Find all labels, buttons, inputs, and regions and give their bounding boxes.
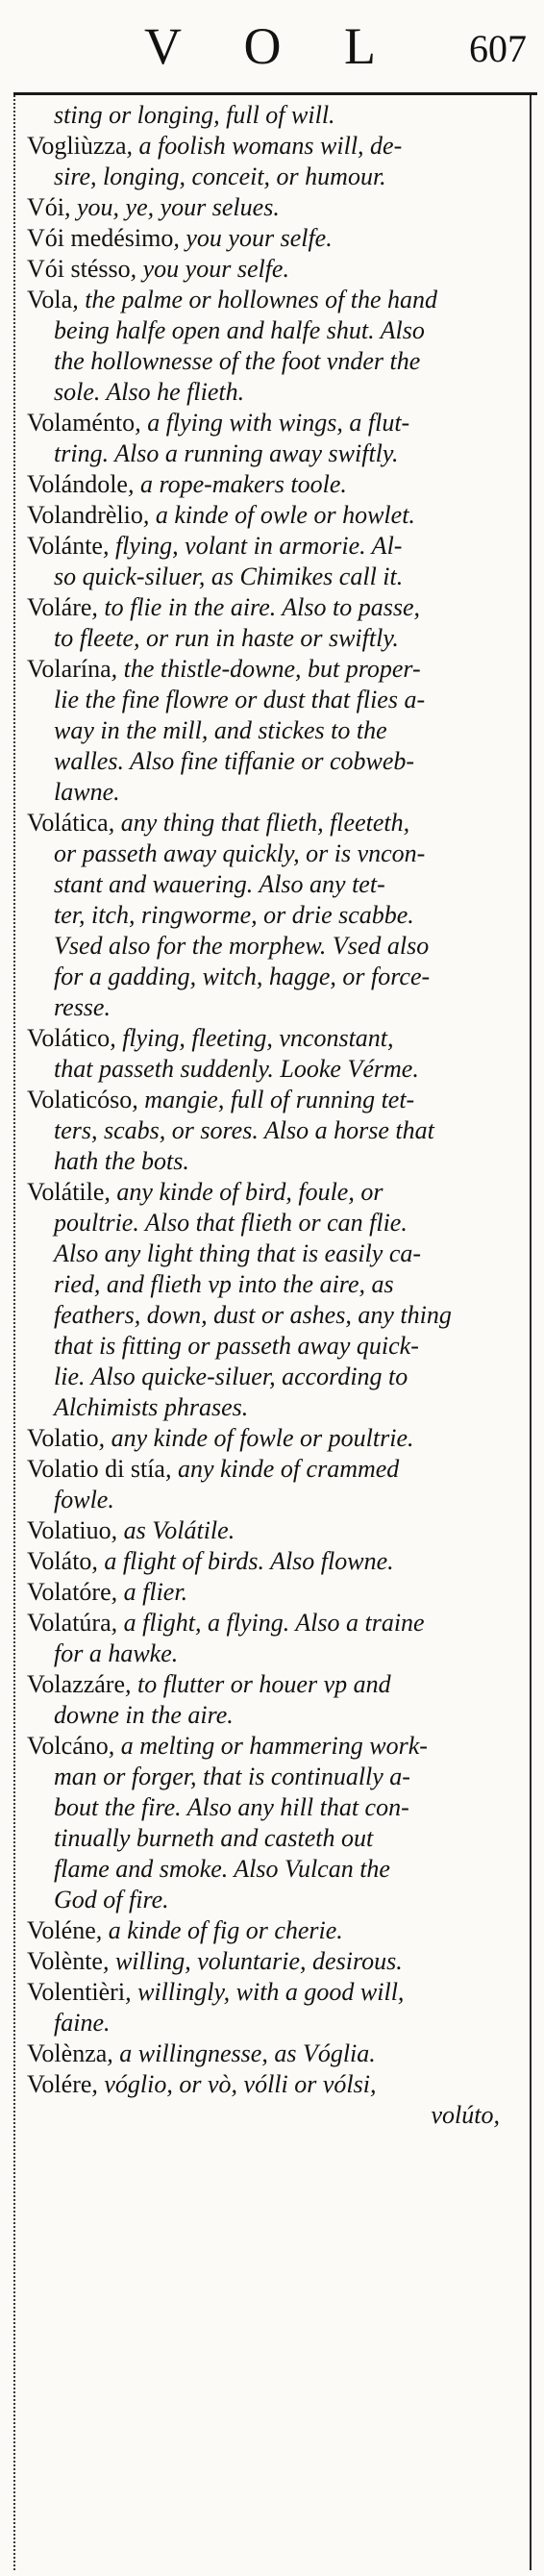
entry-line [27,162,527,192]
dictionary-entry [27,500,527,531]
entry-line [27,1762,527,1792]
entry-line [27,192,527,223]
entry-line [27,1331,527,1362]
entry-line [27,315,527,346]
definition-text: , to flutter or houer vp and [125,1670,391,1698]
headword: Volazzáre [27,1670,126,1698]
continuation-text: volúto, [431,2101,500,2129]
entry-line [27,377,527,408]
headword: Volatúra [27,1609,111,1637]
definition-text: , willingly, with a good will, [125,1978,405,2006]
headword: Vói stésso [27,255,131,283]
continuation-text: tring. Also a running away swiftly. [54,439,399,467]
entry-line [27,715,527,746]
entry-line [27,1300,527,1331]
definition-text: , you, ye, your selues. [64,193,280,221]
entry-line [27,1115,527,1146]
continuation-text: hath the bots. [54,1147,189,1175]
dictionary-entry [27,2069,527,2131]
entry-line [27,1054,527,1085]
continuation-text: Vsed also for the morphew. Vsed also [54,932,430,960]
header-rule [13,92,537,95]
definition-text: , you your selfe. [130,255,289,283]
continuation-text: ried, and flieth vp into the aire, as [54,1270,394,1298]
dictionary-entry [27,1177,527,1423]
entry-line [27,1577,527,1608]
definition-text: , a willingnesse, as Vóglia. [107,2039,376,2067]
entry-line [27,1269,527,1300]
entry-line [27,654,527,685]
continuation-text: Alchimists phrases. [54,1393,249,1421]
headword: Voláto [27,1547,92,1575]
entry-line [27,1915,527,1946]
headword: Volática [27,809,109,837]
definition-text: , a melting or hammering work- [108,1732,428,1760]
headword: Volatiuo [27,1516,111,1544]
definition-text: , any kinde of bird, foule, or [104,1178,383,1206]
entry-line [27,808,527,838]
continuation-text: that passeth suddenly. Looke Vérme. [54,1055,419,1083]
definition-text: , any kinde of fowle or poultrie. [98,1424,414,1452]
continuation-text: poultrie. Also that flieth or can flie. [54,1209,408,1237]
entry-line [27,531,527,562]
definition-text: , flying, volant in armorie. Al- [102,532,403,560]
entry-line [27,1362,527,1392]
definition-text: , the palme or hollownes of the hand [72,286,438,313]
headword: Voláre [27,593,92,621]
dictionary-entry [27,1454,527,1515]
headword: Volátile [27,1178,105,1206]
entry-line [27,777,527,808]
dictionary-entry [27,1085,527,1177]
definition-text: , a foolish womans will, de- [126,132,403,160]
entry-line [27,746,527,777]
definition-text: , a kinde of fig or cherie. [95,1916,343,1944]
entry-line [27,1608,527,1638]
entry-line [27,685,527,715]
definition-text: , a flying with wings, a flut- [135,409,410,437]
entry-line [27,992,527,1023]
entry-line [27,931,527,962]
entry-line [27,1546,527,1577]
continuation-text: stant and wauering. Also any tet- [54,870,385,898]
entry-line [27,408,527,438]
definition-text: , vóglio, or vò, vólli or vólsi, [91,2070,377,2098]
continuation-text: being halfe open and halfe shut. Also [54,316,425,344]
headword: Volánte [27,532,103,560]
entry-line [27,1454,527,1485]
continuation-text: the hollownesse of the foot vnder the [54,347,421,375]
entry-line [27,438,527,469]
entry-line [27,223,527,254]
entry-line [27,623,527,654]
headword: Volentièri [27,1978,126,2006]
headword: Voléne [27,1916,96,1944]
headword: Volatio di stía [27,1455,165,1483]
entry-line [27,1208,527,1238]
entry-line [27,131,527,162]
continuation-text: walles. Also fine tiffanie or cobweb- [54,747,415,775]
entry-line [27,1885,527,1915]
continuation-text: way in the mill, and stickes to the [54,716,387,744]
headword: Volatóre [27,1578,111,1606]
definition-text: , any kinde of crammed [164,1455,400,1483]
headword: Volandrèlio [27,501,143,529]
dictionary-entry [27,100,527,131]
entry-line [27,1823,527,1854]
dictionary-entry [27,1977,527,2038]
continuation-text: feathers, down, dust or ashes, any thing [54,1301,452,1329]
entry-line [27,500,527,531]
dictionary-entry [27,654,527,808]
headword: Vola [27,286,73,313]
continuation-text: tinually burneth and casteth out [54,1824,374,1852]
definition-text: , as Volátile. [111,1516,235,1544]
definition-text: , willing, voluntarie, desirous. [102,1947,403,1975]
entry-line [27,2038,527,2069]
continuation-text: for a hawke. [54,1639,179,1667]
entry-line [27,1515,527,1546]
entry-line [27,254,527,285]
definition-text: , flying, fleeting, vnconstant, [110,1024,394,1052]
dictionary-entry [27,285,527,408]
continuation-text: flame and smoke. Also Vulcan the [54,1855,390,1883]
continuation-text: to fleete, or run in haste or swiftly. [54,624,399,652]
entry-line [27,285,527,315]
entry-line [27,1177,527,1208]
entry-line [27,1085,527,1115]
entry-line [27,469,527,500]
entry-line [27,1423,527,1454]
definition-text: , to flie in the aire. Also to passe, [91,593,420,621]
entry-line [27,869,527,900]
entry-line [27,562,527,592]
entry-line [27,1977,527,2008]
page-number: 607 [469,27,527,70]
running-head: V O L [144,17,402,75]
continuation-text: or passeth away quickly, or is vncon- [54,839,426,867]
dictionary-entry [27,1608,527,1669]
entry-line [27,100,527,131]
headword: Volándole [27,470,128,498]
continuation-text: that is fitting or passeth away quick- [54,1332,419,1360]
headword: Volènza [27,2039,108,2067]
left-column-rule [13,95,17,2570]
dictionary-entry [27,531,527,592]
entry-line [27,1854,527,1885]
dictionary-entry [27,1731,527,1915]
entry-line [27,1238,527,1269]
headword: Volaticóso [27,1086,133,1113]
headword: Volcáno [27,1732,109,1760]
entry-line [27,900,527,931]
entry-line [27,1792,527,1823]
dictionary-entry [27,1577,527,1608]
dictionary-entry [27,592,527,654]
entry-line [27,1485,527,1515]
dictionary-entry [27,408,527,469]
continuation-text: lie. Also quicke-siluer, according to [54,1363,408,1390]
continuation-text: downe in the aire. [54,1701,234,1729]
dictionary-entry [27,192,527,223]
entry-line [27,346,527,377]
continuation-text: lawne. [54,778,120,806]
definition-text: , mangie, full of running tet- [132,1086,415,1113]
headword: Vogliùzza [27,132,127,160]
dictionary-entry [27,808,527,1023]
continuation-text: bout the fire. Also any hill that con- [54,1793,409,1821]
definition-text: , any thing that flieth, fleeteth, [108,809,410,837]
continuation-text: Also any light thing that is easily ca- [54,1239,422,1267]
continuation-text: faine. [54,2009,111,2037]
dictionary-column [27,100,527,2131]
entry-line [27,1392,527,1423]
entry-line [27,2008,527,2038]
continuation-text: man or forger, that is continually a- [54,1763,410,1790]
entry-line [27,1023,527,1054]
entry-line [27,1731,527,1762]
definition-text: , you your selfe. [173,224,333,252]
continuation-text: so quick-siluer, as Chimikes call it. [54,563,404,590]
dictionary-entry [27,1946,527,1977]
continuation-text: resse. [54,993,111,1021]
continuation-text: ters, scabs, or sores. Also a horse that [54,1116,434,1144]
dictionary-entry [27,2038,527,2069]
dictionary-entry [27,223,527,254]
entry-line [27,1146,527,1177]
entry-line [27,1669,527,1700]
definition-text: , a flight, a flying. Also a traine [111,1609,425,1637]
continuation-text: sting or longing, full of will. [54,101,335,129]
dictionary-entry [27,1023,527,1085]
headword: Volènte [27,1947,103,1975]
dictionary-entry [27,1915,527,1946]
definition-text: , a flier. [111,1578,188,1606]
entry-line [27,962,527,992]
continuation-text: fowle. [54,1486,114,1513]
continuation-text: ter, itch, ringworme, or drie scabbe. [54,901,414,929]
continuation-text: sire, longing, conceit, or humour. [54,163,386,190]
dictionary-entry [27,1546,527,1577]
dictionary-entry [27,469,527,500]
continuation-text: sole. Also he flieth. [54,378,245,406]
entry-line [27,838,527,869]
headword: Volarína [27,655,111,683]
entry-line [27,1700,527,1731]
definition-text: , a rope-makers toole. [127,470,347,498]
dictionary-entry [27,1423,527,1454]
right-column-rule [530,95,532,2570]
definition-text: , a flight of birds. Also flowne. [91,1547,394,1575]
entry-line [27,1946,527,1977]
headword: Vói [27,193,64,221]
definition-text: , a kinde of owle or howlet. [142,501,415,529]
entry-line [27,2100,527,2131]
dictionary-entry [27,131,527,192]
dictionary-entry [27,1669,527,1731]
continuation-text: God of fire. [54,1886,169,1913]
entry-line [27,592,527,623]
entry-line [27,2069,527,2100]
dictionary-entry [27,1515,527,1546]
headword: Volaménto [27,409,136,437]
headword: Volére [27,2070,92,2098]
headword: Volatio [27,1424,99,1452]
headword: Vói medésimo [27,224,174,252]
continuation-text: for a gadding, witch, hagge, or force- [54,963,431,990]
dictionary-entry [27,254,527,285]
definition-text: , the thistle-downe, but proper- [111,655,421,683]
headword: Volático [27,1024,111,1052]
entry-line [27,1638,527,1669]
continuation-text: lie the fine flowre or dust that flies a- [54,686,426,713]
page-header [0,0,544,92]
